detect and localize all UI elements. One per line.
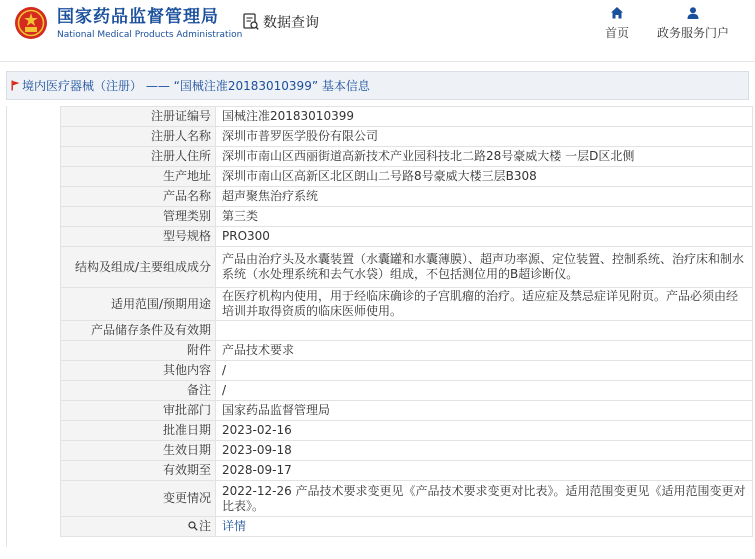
field-label: 产品储存条件及有效期 <box>61 321 216 341</box>
nav-home-label: 首页 <box>605 26 630 40</box>
table-row <box>61 517 753 537</box>
home-icon <box>610 6 624 20</box>
brand-title[interactable]: 国家药品监督管理局 <box>57 7 219 27</box>
data-query-link[interactable] <box>243 11 319 33</box>
field-label: 生产地址 <box>61 167 216 187</box>
document-search-icon <box>243 13 259 31</box>
field-value: 国家药品监督管理局 <box>216 401 753 421</box>
details-link[interactable]: 详情 <box>222 519 247 533</box>
field-value: 深圳市南山区西丽街道高新技术产业园科技北二路28号豪威大楼 一层D区北侧 <box>216 147 753 167</box>
table-row <box>61 481 753 517</box>
field-value: 2023-02-16 <box>216 421 753 441</box>
header-divider <box>0 61 755 71</box>
field-label: 批准日期 <box>61 421 216 441</box>
flag-icon <box>11 80 20 91</box>
table-row <box>61 107 753 127</box>
table-row <box>61 288 753 321</box>
table-row <box>61 361 753 381</box>
field-label: 注册人名称 <box>61 127 216 147</box>
table-row <box>61 247 753 288</box>
table-row <box>61 187 753 207</box>
field-label: 结构及组成/主要组成成分 <box>61 247 216 288</box>
field-label-note <box>61 517 216 537</box>
field-label: 有效期至 <box>61 461 216 481</box>
table-row <box>61 441 753 461</box>
section-title: 境内医疗器械（注册） —— “国械注准20183010399” 基本信息 <box>22 79 370 93</box>
section-title-bar <box>6 71 749 100</box>
field-value <box>216 321 753 341</box>
field-label: 生效日期 <box>61 441 216 461</box>
table-row <box>61 401 753 421</box>
table-row <box>61 341 753 361</box>
table-row <box>61 207 753 227</box>
table-left-border <box>6 106 60 547</box>
field-value: 深圳市南山区高新区北区朗山二号路8号豪威大楼三层B308 <box>216 167 753 187</box>
field-value: / <box>216 381 753 401</box>
table-row <box>61 167 753 187</box>
field-label: 审批部门 <box>61 401 216 421</box>
field-label: 附件 <box>61 341 216 361</box>
field-label: 产品名称 <box>61 187 216 207</box>
national-emblem-logo[interactable] <box>14 6 48 40</box>
field-value: 国械注准20183010399 <box>216 107 753 127</box>
field-label: 变更情况 <box>61 481 216 517</box>
user-icon <box>686 6 700 20</box>
field-label: 注册人住所 <box>61 147 216 167</box>
field-value: PRO300 <box>216 227 753 247</box>
field-value: / <box>216 361 753 381</box>
note-label: 注 <box>198 519 211 533</box>
search-icon <box>188 521 198 531</box>
field-value: 在医疗机构内使用，用于经临床确诊的子宫肌瘤的治疗。适应症及禁忌症详见附页。产品必须由经培训并取得资质的临床医师使用。 <box>216 288 753 321</box>
header <box>0 0 755 52</box>
field-value <box>216 517 753 537</box>
table-row <box>61 147 753 167</box>
table-row <box>61 381 753 401</box>
registration-info-table <box>60 106 753 537</box>
table-row <box>61 227 753 247</box>
field-value: 深圳市普罗医学股份有限公司 <box>216 127 753 147</box>
field-value: 产品技术要求 <box>216 341 753 361</box>
table-row <box>61 461 753 481</box>
field-value: 2023-09-18 <box>216 441 753 461</box>
table-row <box>61 421 753 441</box>
field-value: 2028-09-17 <box>216 461 753 481</box>
field-value: 超声聚焦治疗系统 <box>216 187 753 207</box>
field-label: 管理类别 <box>61 207 216 227</box>
field-value: 第三类 <box>216 207 753 227</box>
field-label: 注册证编号 <box>61 107 216 127</box>
nav-gov-service-portal[interactable] <box>657 6 729 41</box>
data-query-label: 数据查询 <box>263 15 319 31</box>
field-value: 2022-12-26 产品技术要求变更见《产品技术要求变更对比表》。适用范围变更见《适用范围变更对比表》。 <box>216 481 753 517</box>
field-label: 其他内容 <box>61 361 216 381</box>
field-label: 型号规格 <box>61 227 216 247</box>
nav-portal-label: 政务服务门户 <box>657 26 730 40</box>
field-label: 适用范围/预期用途 <box>61 288 216 321</box>
brand-subtitle: National Medical Products Administration <box>57 30 243 40</box>
nav-home[interactable] <box>605 6 629 41</box>
table-row <box>61 321 753 341</box>
field-label: 备注 <box>61 381 216 401</box>
field-value: 产品由治疗头及水囊装置（水囊罐和水囊薄膜）、超声功率源、定位装置、控制系统、治疗床和制水系统（水处理系统和去气水袋）组成，不包括测位用的B超诊断仪。 <box>216 247 753 288</box>
table-row <box>61 127 753 147</box>
